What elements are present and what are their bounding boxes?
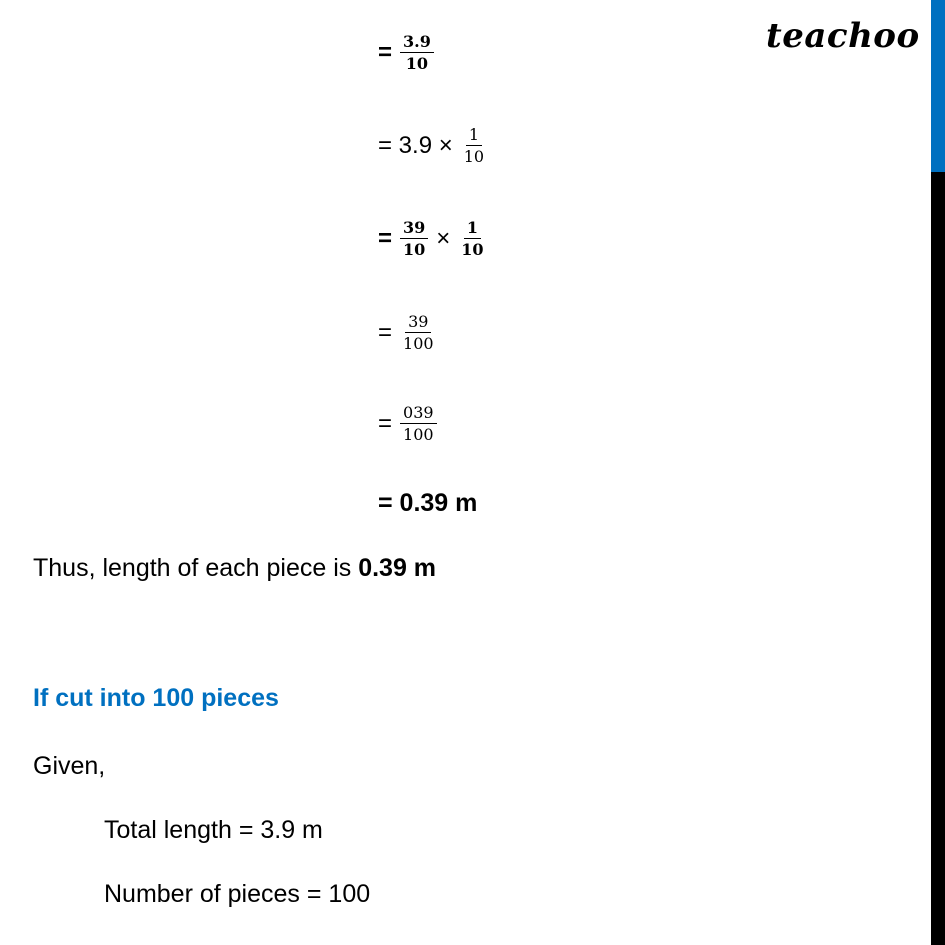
teachoo-logo: teachoo: [766, 16, 920, 56]
conclusion-value: 0.39 m: [358, 554, 437, 582]
step-1: [378, 32, 434, 73]
step-6-result: = 0.39 m: [378, 489, 478, 517]
given-label: Given,: [33, 752, 106, 780]
side-bar: [931, 0, 945, 945]
expression: = 3.9 ×: [378, 131, 453, 159]
given-number-of-pieces: Number of pieces = 100: [104, 880, 371, 908]
fraction: $\frac{3.9}{10}$: [400, 32, 434, 73]
section-heading: If cut into 100 pieces: [33, 684, 279, 712]
equals-sign: =: [378, 224, 393, 252]
step-4: [378, 312, 437, 353]
equals-sign: =: [378, 318, 393, 346]
conclusion: [33, 553, 436, 583]
fraction: $\frac{1}{10}$: [461, 218, 484, 259]
fraction: $\frac{039}{100}$: [400, 403, 437, 444]
fraction: $\frac{39}{10}$: [400, 218, 428, 259]
step-2: [378, 125, 487, 166]
step-5: [378, 403, 437, 444]
equals-sign: =: [378, 409, 393, 437]
multiply-sign: ×: [436, 224, 451, 252]
conclusion-text: Thus, length of each piece is: [33, 554, 359, 582]
fraction: $\frac{1}{10}$: [463, 125, 485, 166]
side-bar-accent: [931, 0, 945, 172]
given-total-length: Total length = 3.9 m: [104, 816, 323, 844]
fraction: $\frac{39}{100}$: [403, 312, 434, 353]
step-3: [378, 218, 487, 259]
equals-sign: =: [378, 38, 393, 66]
